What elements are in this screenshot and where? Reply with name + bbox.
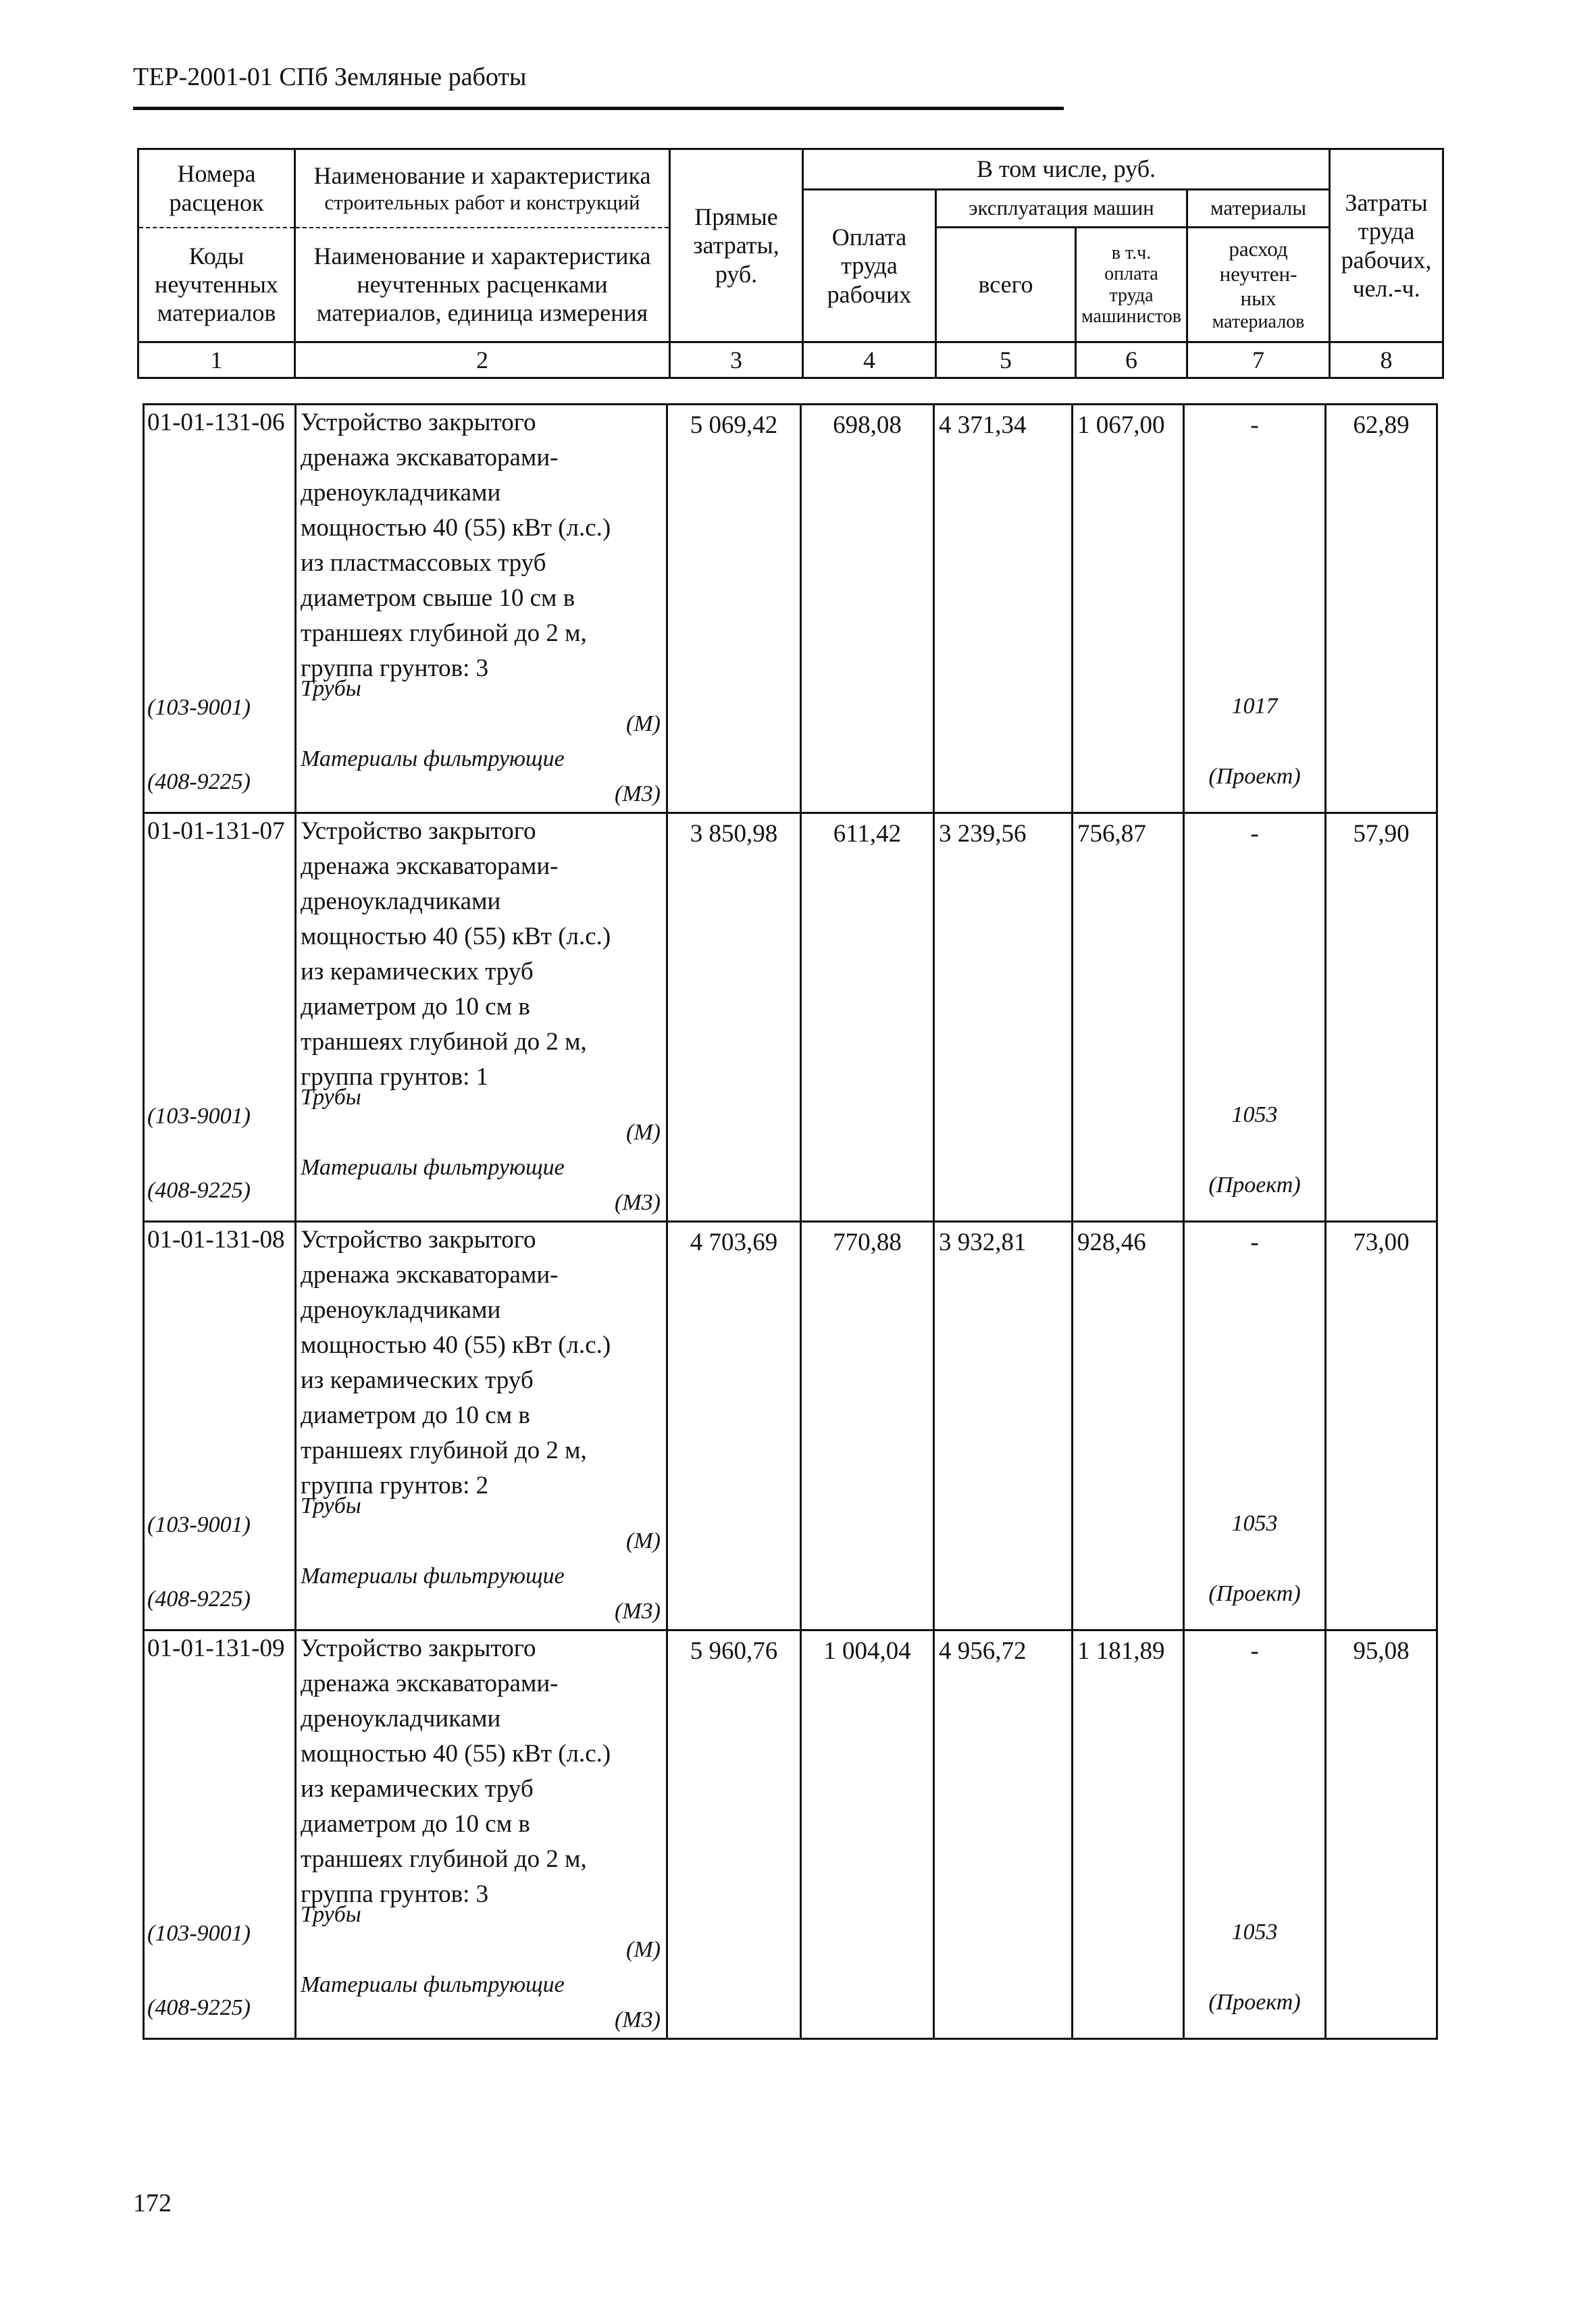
labor-hours-cell <box>1326 405 1437 813</box>
header-col2-bottom-line1: Наименование и характеристика <box>313 242 651 269</box>
material-code: (408-9225) <box>147 1178 251 1203</box>
rate-description-cell <box>296 405 667 813</box>
materials-cell <box>1184 405 1326 813</box>
description-line: из керамических труб <box>301 958 534 985</box>
labor-cost-cell-value: 1 004,04 <box>823 1637 911 1665</box>
description-line: группа грунтов: 1 <box>301 1063 489 1091</box>
description-line: дреноукладчиками <box>301 1296 501 1324</box>
machinists-cell <box>1073 1630 1184 2039</box>
machines-total-cell-value: 3 932,81 <box>939 1229 1027 1256</box>
materials-cell <box>1184 813 1326 1222</box>
header-num-2: 2 <box>295 342 670 378</box>
header-col1-line3: Коды <box>188 242 244 269</box>
material-code: (103-9001) <box>147 1921 251 1946</box>
material-consumption: (Проект) <box>1208 764 1301 789</box>
material-consumption: 1053 <box>1231 1102 1278 1127</box>
description-line: мощностью 40 (55) кВт (л.с.) <box>301 1331 611 1359</box>
machines-total-cell <box>934 405 1073 813</box>
header-col3-line2: затраты, <box>693 232 779 259</box>
material-consumption: (Проект) <box>1208 1173 1301 1198</box>
direct-cost-cell <box>667 405 801 813</box>
description-line: дреноукладчиками <box>301 1705 501 1732</box>
description-line: дренажа экскаваторами- <box>301 1261 559 1289</box>
description-line: Устройство закрытого <box>301 817 536 845</box>
header-col2-bottom-line3: материалов, единица измерения <box>316 299 648 327</box>
header-group-label: В том числе, руб. <box>803 149 1330 190</box>
description-line: мощностью 40 (55) кВт (л.с.) <box>301 923 611 950</box>
rate-code-cell <box>144 813 296 1222</box>
materials-value: - <box>1250 411 1259 439</box>
header-col6-line1: в т.ч. <box>1111 242 1152 263</box>
materials-cell <box>1184 1222 1326 1630</box>
machinists-cell-value: 928,46 <box>1077 1229 1146 1256</box>
material-code: (103-9001) <box>147 1512 251 1537</box>
description-line: Устройство закрытого <box>301 1226 536 1254</box>
description-line: группа грунтов: 3 <box>301 654 489 682</box>
material-consumption: (Проект) <box>1208 1581 1301 1606</box>
header-col6 <box>1076 228 1187 342</box>
header-col3-line1: Прямые <box>694 203 778 230</box>
labor-cost-cell-value: 770,88 <box>833 1229 902 1256</box>
material-unit: (М) <box>626 711 661 736</box>
title-rule <box>133 107 1064 110</box>
header-col8-line2: труда <box>1358 217 1415 245</box>
rate-code: 01-01-131-09 <box>147 1635 285 1662</box>
rate-description-cell <box>296 1222 667 1630</box>
header-col5: всего <box>936 228 1076 342</box>
materials-value: - <box>1250 1229 1259 1256</box>
machinists-cell-value: 756,87 <box>1077 820 1146 848</box>
header-col2-top <box>295 149 670 228</box>
header-col3-line3: руб. <box>715 260 758 288</box>
header-col1-line5: материалов <box>157 299 276 327</box>
labor-cost-cell <box>801 1222 934 1630</box>
material-unit: (М3) <box>615 1190 661 1215</box>
material-name: Материалы фильтрующие <box>301 1155 565 1180</box>
material-name: Трубы <box>301 676 361 701</box>
rate-code-cell <box>144 1222 296 1630</box>
header-col2-top-line2: строительных работ и конструкций <box>324 190 640 214</box>
material-code: (408-9225) <box>147 1995 251 2020</box>
header-num-1: 1 <box>138 342 295 378</box>
description-line: дреноукладчиками <box>301 479 501 507</box>
labor-hours-cell-value: 62,89 <box>1353 411 1410 439</box>
labor-hours-cell <box>1326 1630 1437 2039</box>
machinists-cell <box>1073 405 1184 813</box>
page-number: 172 <box>133 2189 172 2217</box>
header-num-7: 7 <box>1187 342 1330 378</box>
header-col4 <box>803 190 936 342</box>
machines-total-cell-value: 4 956,72 <box>939 1637 1027 1665</box>
rate-code: 01-01-131-06 <box>147 409 285 436</box>
header-col4-line1: Оплата <box>831 223 907 251</box>
header-col8 <box>1330 149 1443 342</box>
materials-value: - <box>1250 820 1259 848</box>
material-unit: (М3) <box>615 1599 661 1624</box>
description-line: группа грунтов: 3 <box>301 1880 489 1908</box>
material-name: Трубы <box>301 1493 361 1518</box>
rate-row <box>144 1222 1437 1630</box>
header-col1-line2: расценок <box>169 188 264 216</box>
labor-cost-cell <box>801 813 934 1222</box>
header-col1-top <box>138 149 295 228</box>
description-line: диаметром до 10 см в <box>301 1402 530 1429</box>
material-consumption: 1017 <box>1231 694 1278 719</box>
rate-code-cell <box>144 405 296 813</box>
material-code: (103-9001) <box>147 1104 251 1129</box>
labor-hours-cell-value: 73,00 <box>1353 1229 1410 1256</box>
description-line: дренажа экскаваторами- <box>301 852 559 880</box>
machines-total-cell <box>934 1222 1073 1630</box>
labor-cost-cell <box>801 405 934 813</box>
material-unit: (М) <box>626 1528 661 1553</box>
description-line: диаметром до 10 см в <box>301 993 530 1021</box>
machinists-cell-value: 1 181,89 <box>1077 1637 1165 1665</box>
description-line: траншеях глубиной до 2 м, <box>301 1845 587 1873</box>
header-num-6: 6 <box>1076 342 1187 378</box>
material-name: Материалы фильтрующие <box>301 746 565 771</box>
rate-description-cell <box>296 813 667 1222</box>
material-name: Материалы фильтрующие <box>301 1564 565 1589</box>
header-col8-line1: Затраты <box>1345 188 1428 216</box>
header-num-5: 5 <box>936 342 1076 378</box>
machines-total-cell-value: 4 371,34 <box>939 411 1027 439</box>
header-col6-line4: машинистов <box>1081 305 1181 327</box>
header-num-3: 3 <box>670 342 803 378</box>
rate-code: 01-01-131-07 <box>147 817 285 845</box>
machinists-cell-value: 1 067,00 <box>1077 411 1165 439</box>
material-consumption: 1053 <box>1231 1511 1278 1536</box>
rate-row <box>144 813 1437 1222</box>
direct-cost-cell-value: 5 960,76 <box>690 1637 778 1665</box>
description-line: группа грунтов: 2 <box>301 1472 489 1499</box>
direct-cost-cell-value: 5 069,42 <box>690 411 778 439</box>
header-col7-line1: расход <box>1229 236 1288 261</box>
description-line: диаметром до 10 см в <box>301 1810 530 1838</box>
description-line: траншеях глубиной до 2 м, <box>301 1437 587 1464</box>
material-name: Трубы <box>301 1902 361 1927</box>
machinists-cell <box>1073 1222 1184 1630</box>
rate-row <box>144 405 1437 813</box>
header-col7 <box>1187 228 1330 342</box>
description-line: диаметром свыше 10 см в <box>301 584 575 612</box>
header-col4-line2: труда <box>841 252 898 280</box>
document-title: ТЕР-2001-01 СПб Земляные работы <box>133 63 527 91</box>
direct-cost-cell <box>667 1630 801 2039</box>
labor-hours-cell <box>1326 1222 1437 1630</box>
machinists-cell <box>1073 813 1184 1222</box>
labor-hours-cell-value: 57,90 <box>1353 820 1410 848</box>
rate-code-cell <box>144 1630 296 2039</box>
direct-cost-cell-value: 4 703,69 <box>690 1229 778 1256</box>
header-machines-label: эксплуатация машин <box>936 190 1187 228</box>
description-line: мощностью 40 (55) кВт (л.с.) <box>301 1740 611 1768</box>
header-col2-bottom <box>295 228 670 342</box>
material-consumption: (Проект) <box>1208 1990 1301 2015</box>
description-line: Устройство закрытого <box>301 1635 536 1662</box>
material-unit: (М3) <box>615 781 661 806</box>
header-col1-line4: неучтенных <box>155 271 278 299</box>
description-line: траншеях глубиной до 2 м, <box>301 619 587 647</box>
description-line: дренажа экскаваторами- <box>301 1670 559 1697</box>
direct-cost-cell <box>667 1222 801 1630</box>
description-line: мощностью 40 (55) кВт (л.с.) <box>301 514 611 542</box>
header-col7-line3: ных <box>1240 286 1277 311</box>
material-code: (408-9225) <box>147 769 251 794</box>
material-code: (408-9225) <box>147 1587 251 1612</box>
material-consumption: 1053 <box>1231 1920 1278 1945</box>
header-col2-top-line1: Наименование и характеристика <box>313 162 651 190</box>
labor-cost-cell-value: 698,08 <box>833 411 902 439</box>
labor-cost-cell-value: 611,42 <box>833 820 902 848</box>
direct-cost-cell <box>667 813 801 1222</box>
header-col8-line3: рабочих, <box>1341 246 1432 274</box>
header-number-row <box>138 342 1443 378</box>
material-unit: (М) <box>626 1937 661 1962</box>
machines-total-cell <box>934 1630 1073 2039</box>
description-line: из керамических труб <box>301 1775 534 1803</box>
rates-table <box>143 403 1438 2040</box>
description-line: Устройство закрытого <box>301 409 536 436</box>
materials-value: - <box>1250 1637 1259 1665</box>
description-line: дренажа экскаваторами- <box>301 444 559 471</box>
header-col2-bottom-line2: неучтенных расценками <box>357 271 608 299</box>
rate-row <box>144 1630 1437 2039</box>
materials-cell <box>1184 1630 1326 2039</box>
header-col6-line3: труда <box>1109 284 1154 306</box>
material-unit: (М3) <box>615 2007 661 2032</box>
header-col8-line4: чел.-ч. <box>1352 274 1420 302</box>
header-col3 <box>670 149 803 342</box>
rate-description-cell <box>296 1630 667 2039</box>
header-col1-bottom <box>138 228 295 342</box>
header-materials-label: материалы <box>1187 190 1330 228</box>
header-col1-line1: Номера <box>177 160 256 188</box>
machines-total-cell-value: 3 239,56 <box>939 820 1027 848</box>
header-num-4: 4 <box>803 342 936 378</box>
material-name: Трубы <box>301 1085 361 1110</box>
header-col7-line4: материалов <box>1212 311 1305 332</box>
description-line: дреноукладчиками <box>301 888 501 915</box>
direct-cost-cell-value: 3 850,98 <box>690 820 778 848</box>
header-table <box>137 148 1444 379</box>
header-col7-line2: неучтен- <box>1219 261 1297 286</box>
description-line: из керамических труб <box>301 1366 534 1394</box>
header-col4-line3: рабочих <box>827 280 912 308</box>
labor-hours-cell <box>1326 813 1437 1222</box>
material-unit: (М) <box>626 1120 661 1145</box>
machines-total-cell <box>934 813 1073 1222</box>
material-name: Материалы фильтрующие <box>301 1972 565 1997</box>
header-num-8: 8 <box>1330 342 1443 378</box>
labor-cost-cell <box>801 1630 934 2039</box>
header-col6-line2: оплата <box>1104 263 1158 285</box>
labor-hours-cell-value: 95,08 <box>1353 1637 1410 1665</box>
description-line: из пластмассовых труб <box>301 549 546 577</box>
material-code: (103-9001) <box>147 695 251 720</box>
description-line: траншеях глубиной до 2 м, <box>301 1028 587 1056</box>
rate-code: 01-01-131-08 <box>147 1226 285 1254</box>
